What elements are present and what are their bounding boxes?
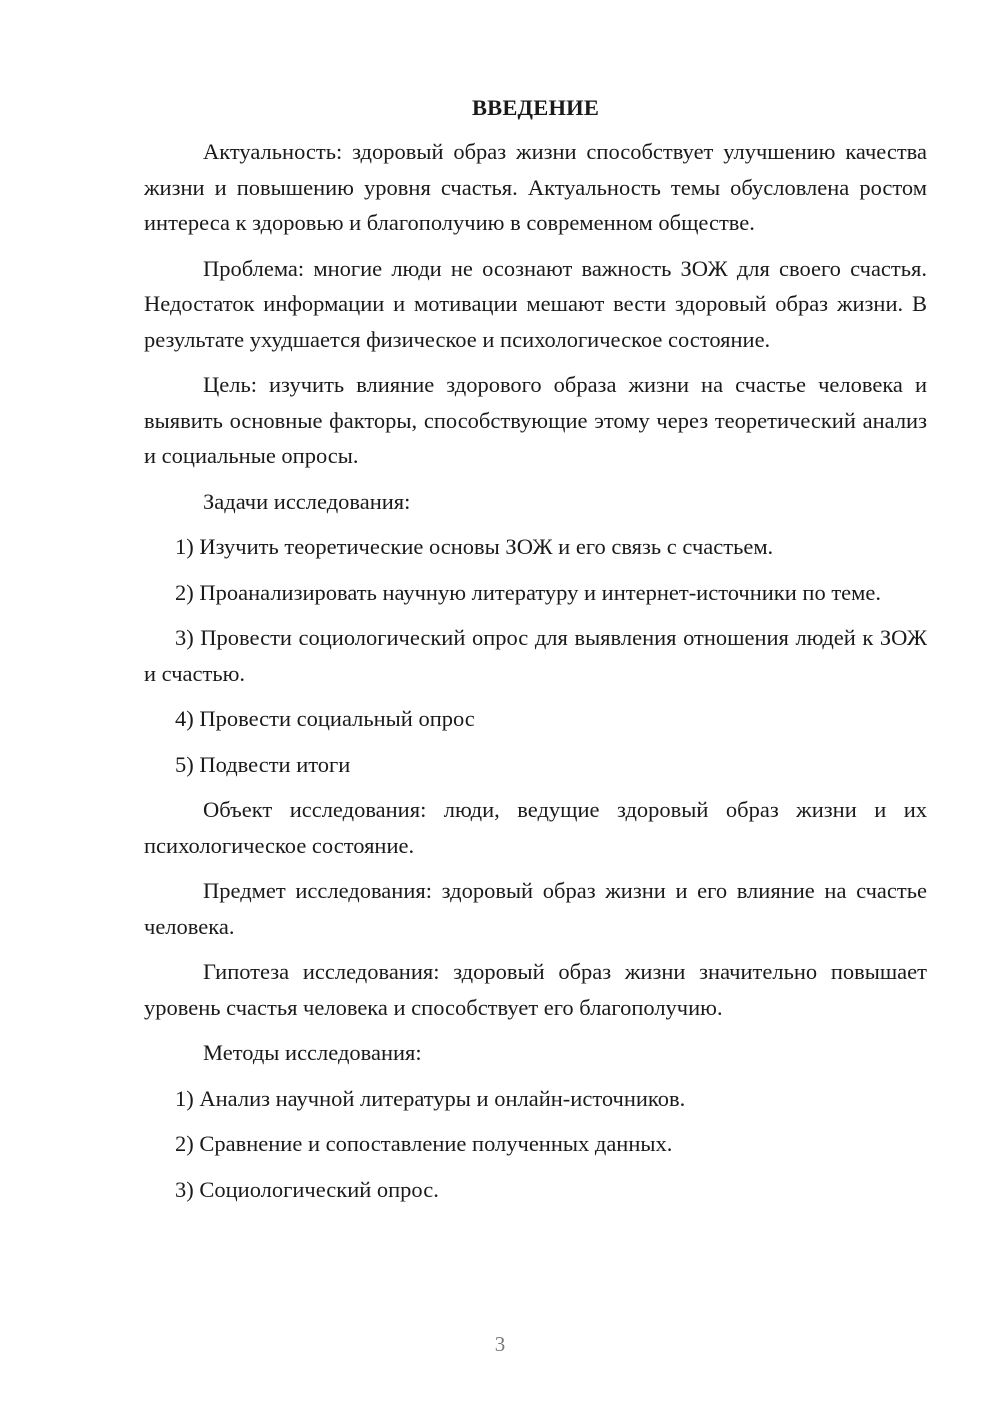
- page-number: 3: [494, 1332, 506, 1356]
- paragraph-relevance: Актуальность: здоровый образ жизни способствует улучшению качества жизни и повышению уровня счастья. Актуальность темы обусловлена ростом интереса к здоровью и благополучию в современном обществе.: [144, 139, 927, 235]
- task-item-3: 3) Провести социологический опрос для выявления отношения людей к ЗОЖ и счастью.: [144, 625, 927, 686]
- method-item-3: 3) Социологический опрос.: [175, 1176, 439, 1202]
- paragraph-subject: Предмет исследования: здоровый образ жизни и его влияние на счастье человека.: [144, 878, 927, 939]
- task-item-1: 1) Изучить теоретические основы ЗОЖ и его связь с счастьем.: [175, 534, 774, 559]
- task-item-4: 4) Провести социальный опрос: [175, 706, 475, 731]
- paragraph-problem: Проблема: многие люди не осознают важность ЗОЖ для своего счастья. Недостаток информации и мотивации мешают вести здоровый образ жизни. В результате ухудшается физическое и психологическое состояние.: [144, 255, 927, 352]
- method-item-2: 2) Сравнение и сопоставление полученных данных.: [175, 1131, 673, 1156]
- paragraph-hypothesis: Гипотеза исследования: здоровый образ жизни значительно повышает уровень счастья человека и способствует его благополучию.: [144, 959, 927, 1020]
- task-item-2: 2) Проанализировать научную литературу и интернет-источники по теме.: [175, 579, 881, 605]
- task-item-5: 5) Подвести итоги: [175, 751, 351, 777]
- paragraph-object: Объект исследования: люди, ведущие здоровый образ жизни и их психологическое состояние.: [144, 797, 927, 858]
- page-title: ВВЕДЕНИЕ: [471, 95, 600, 120]
- methods-heading: Методы исследования:: [203, 1040, 422, 1065]
- document-page: [144, 90, 927, 1217]
- paragraph-goal: Цель: изучить влияние здорового образа жизни на счастье человека и выявить основные факторы, способствующие этому через теоретический анализ и социальные опросы.: [144, 372, 927, 468]
- method-item-1: 1) Анализ научной литературы и онлайн-источников.: [175, 1085, 686, 1111]
- tasks-heading: Задачи исследования:: [203, 488, 411, 514]
